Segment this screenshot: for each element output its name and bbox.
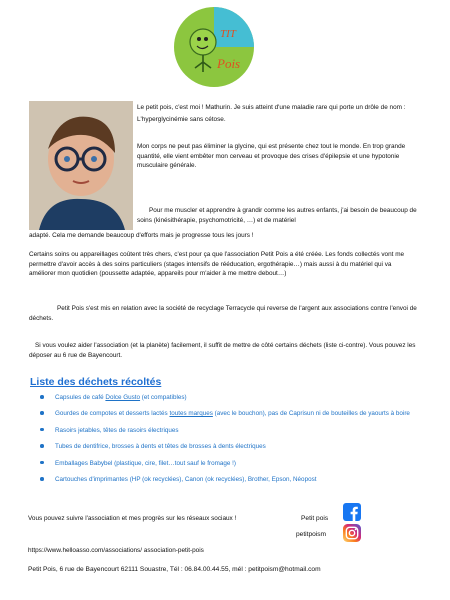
list-item-text: (avec le bouchon), pas de Caprisun ni de bouteilles de yaourts à boire	[212, 410, 410, 418]
list-item-text: Rasoirs jetables, têtes de rasoirs électriques	[55, 426, 179, 434]
list-title: Liste des déchets récoltés	[30, 376, 162, 388]
list-item	[38, 393, 428, 402]
disease-name: L'hyperglycinémie sans cétose.	[137, 115, 226, 123]
list-item-text: Emballages Babybel (plastique, cire, filet…tout sauf le fromage !)	[55, 459, 236, 467]
bullet-icon	[40, 477, 44, 481]
svg-text:Pois: Pois	[217, 56, 241, 71]
contact-address: Petit Pois, 6 rue de Bayencourt 62111 Souastre, Tél : 06.84.00.44.55, mél : petitpoism@hotmail.com	[28, 566, 321, 573]
bullet-icon	[40, 411, 44, 415]
list-item-text: Dolce Gusto	[105, 394, 141, 401]
petit-pois-logo	[173, 6, 255, 88]
list-item	[38, 475, 428, 484]
paragraph-association: Certains soins ou appareillages coûtent très chers, c'est pour ça que l'association Petit Pois a été créée. Les fonds collectés vont me permettre d'avoir accès à des soins particuliers (stages intensifs de rééducation, ergothérapie…) mais aussi à du matériel qui va améliorer mon quotidien (poussette adaptée, appareils pour m'aider à me mettre debout…)	[29, 251, 405, 278]
list-item-text: Capsules de café	[55, 394, 106, 401]
list-item-text: (et compatibles)	[140, 394, 187, 401]
paragraph-glycine: Mon corps ne peut pas éliminer la glycine, qui est présente chez tout le monde. En trop grande quantité, elle vient embêter mon cerveau et provoque des crises d'épilepsie et une hypotonie musculaire générale.	[137, 143, 406, 170]
child-photo	[29, 101, 133, 230]
list-item-text: Cartouches d'imprimantes (HP (ok recyclées), Canon (ok recyclées), Brother, Epson, Néopost	[55, 476, 317, 484]
list-item	[38, 459, 428, 468]
waste-list	[38, 393, 428, 491]
paragraph-care-continued: adapté. Cela me demande beaucoup d'efforts mais je progresse tous les jours !	[29, 232, 254, 239]
child-photo-illustration	[29, 101, 133, 230]
bullet-icon	[40, 444, 44, 448]
helloasso-link[interactable]: https://www.helloasso.com/associations/ association-petit-pois	[28, 547, 204, 554]
intro-line: Le petit pois, c'est moi ! Mathurin. Je suis atteint d'une maladie rare qui porte un drôle de nom :	[137, 104, 406, 111]
paragraph-care: Pour me muscler et apprendre à grandir comme les autres enfants, j'ai besoin de beaucoup de soins (kinésithérapie, psychomotricité, …) et de matériel	[137, 207, 417, 224]
facebook-label[interactable]: Petit pois	[301, 515, 329, 522]
list-item	[38, 409, 428, 418]
paragraph-terracycle: Petit Pois s'est mis en relation avec la société de recyclage Terracycle qui reverse de l'argent aux associations contre l'envoi de déchets.	[29, 305, 417, 322]
paragraph-help: Si vous voulez aider l'association (et la planète) facilement, il suffit de mettre de côté certains déchets (liste ci-contre). Vous pouvez les déposer au 6 rue de Bayencourt.	[29, 342, 416, 359]
bullet-icon	[40, 461, 44, 465]
intro-block	[137, 103, 415, 124]
social-text: Vous pouvez suivre l'association et mes progrès sur les réseaux sociaux !	[28, 515, 237, 522]
list-item	[38, 442, 428, 451]
bullet-icon	[40, 428, 44, 432]
list-item-text: toutes marques	[169, 410, 213, 418]
bullet-icon	[40, 395, 44, 399]
facebook-icon[interactable]	[343, 503, 361, 521]
svg-text:TIT: TIT	[220, 28, 236, 40]
list-item-text: Tubes de dentifrice, brosses à dents et têtes de brosses à dents électriques	[55, 443, 266, 451]
list-item	[38, 426, 428, 435]
list-item-text: Gourdes de compotes et desserts lactés	[55, 410, 170, 418]
instagram-icon[interactable]	[343, 524, 361, 542]
instagram-label[interactable]: petitpoism	[296, 531, 327, 538]
